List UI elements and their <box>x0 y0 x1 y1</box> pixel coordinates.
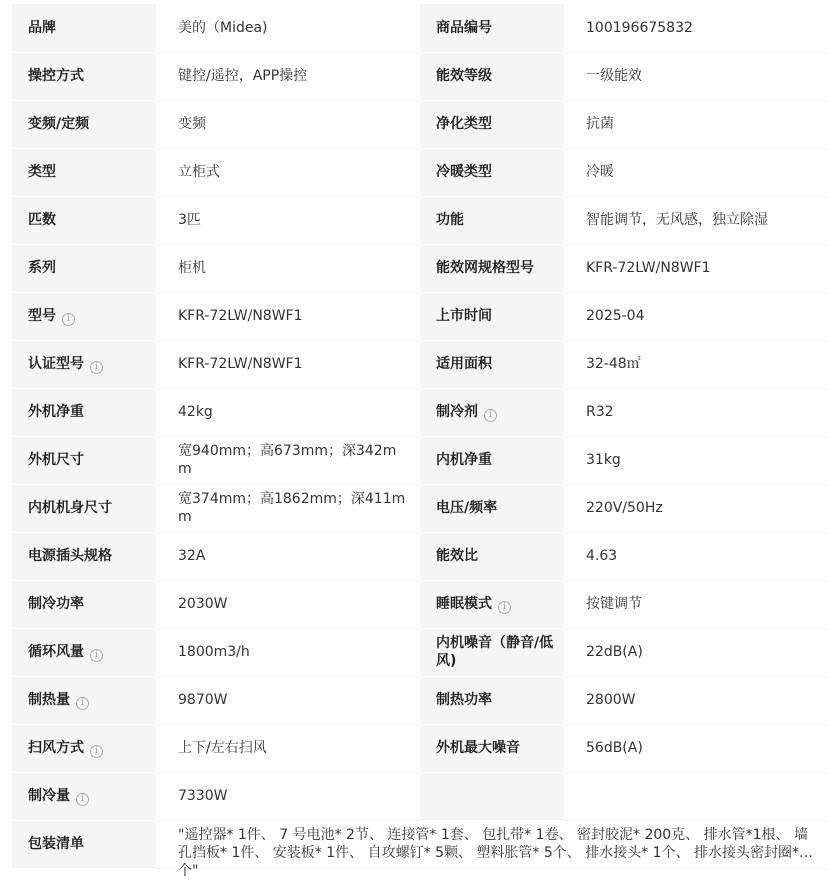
spec-key: 认证型号 i <box>12 340 156 388</box>
spec-row <box>12 772 828 820</box>
spec-key: 制冷功率 <box>12 580 156 628</box>
spec-value: 220V/50Hz <box>564 484 828 532</box>
spec-row <box>12 148 828 196</box>
spec-value: 一级能效 <box>564 52 828 100</box>
spec-row <box>12 340 828 388</box>
spec-row <box>12 628 828 676</box>
spec-value: 4.63 <box>564 532 828 580</box>
spec-value: KFR-72LW/N8WF1 <box>156 340 420 388</box>
spec-row <box>12 388 828 436</box>
spec-row <box>12 580 828 628</box>
spec-key: 内机净重 <box>420 436 564 484</box>
spec-row <box>12 244 828 292</box>
spec-value: 1800m3/h <box>156 628 420 676</box>
spec-key: 能效网规格型号 <box>420 244 564 292</box>
spec-key: 包装清单 <box>12 820 156 868</box>
spec-value: KFR-72LW/N8WF1 <box>564 244 828 292</box>
spec-value: 变频 <box>156 100 420 148</box>
package-list-value: "遥控器* 1件、 7 号电池* 2节、 连接管* 1套、 包扎带* 1卷、 密封胶泥* 200克、 排水管*1根、 墙孔挡板* 1件、 安装板* 1件、 自攻螺钉* 5颗、 塑料胀管* 5个、 排水接头* 1个、 排水接头密封圈* 1个" <box>156 820 828 868</box>
spec-row <box>12 292 828 340</box>
spec-key: 扫风方式 i <box>12 724 156 772</box>
spec-key: 外机最大噪音 <box>420 724 564 772</box>
spec-key: 内机噪音（静音/低风) <box>420 628 564 676</box>
spec-key: 功能 <box>420 196 564 244</box>
spec-key: 冷暖类型 <box>420 148 564 196</box>
spec-value: R32 <box>564 388 828 436</box>
spec-value: 9870W <box>156 676 420 724</box>
spec-key: 型号 i <box>12 292 156 340</box>
spec-value: 抗菌 <box>564 100 828 148</box>
spec-key: 类型 <box>12 148 156 196</box>
spec-row <box>12 4 828 52</box>
spec-value: 智能调节，无风感，独立除湿 <box>564 196 828 244</box>
spec-key: 电压/频率 <box>420 484 564 532</box>
spec-value: KFR-72LW/N8WF1 <box>156 292 420 340</box>
spec-key: 电源插头规格 <box>12 532 156 580</box>
spec-value: 立柜式 <box>156 148 420 196</box>
spec-value: 按键调节 <box>564 580 828 628</box>
spec-key: 制热量 i <box>12 676 156 724</box>
spec-row <box>12 100 828 148</box>
spec-value: 32-48㎡ <box>564 340 828 388</box>
spec-value: 上下/左右扫风 <box>156 724 420 772</box>
spec-row <box>12 52 828 100</box>
spec-value: 42kg <box>156 388 420 436</box>
info-icon[interactable]: i <box>498 601 511 614</box>
spec-key: 制冷量 i <box>12 772 156 820</box>
spec-value: 宽940mm；高673mm；深342mm <box>156 436 420 484</box>
spec-key: 能效等级 <box>420 52 564 100</box>
spec-key: 循环风量 i <box>12 628 156 676</box>
spec-value: 2800W <box>564 676 828 724</box>
info-icon[interactable]: i <box>484 409 497 422</box>
spec-row <box>12 484 828 532</box>
spec-value: 2025-04 <box>564 292 828 340</box>
spec-value: 柜机 <box>156 244 420 292</box>
spec-value: 冷暖 <box>564 148 828 196</box>
spec-value: 2030W <box>156 580 420 628</box>
info-icon[interactable]: i <box>90 745 103 758</box>
spec-value: 56dB(A) <box>564 724 828 772</box>
spec-value: 宽374mm；高1862mm；深411mm <box>156 484 420 532</box>
spec-value: 美的（Midea) <box>156 4 420 52</box>
spec-table <box>12 4 828 879</box>
spec-row <box>12 724 828 772</box>
spec-key: 系列 <box>12 244 156 292</box>
spec-key: 上市时间 <box>420 292 564 340</box>
spec-key: 净化类型 <box>420 100 564 148</box>
spec-key: 制热功率 <box>420 676 564 724</box>
spec-key: 品牌 <box>12 4 156 52</box>
spec-value: 100196675832 <box>564 4 828 52</box>
spec-row <box>12 532 828 580</box>
spec-row-package <box>12 820 828 868</box>
spec-key: 操控方式 <box>12 52 156 100</box>
info-icon[interactable]: i <box>76 697 89 710</box>
spec-key: 商品编号 <box>420 4 564 52</box>
spec-key: 适用面积 <box>420 340 564 388</box>
spec-key: 变频/定频 <box>12 100 156 148</box>
spec-key: 制冷剂 i <box>420 388 564 436</box>
spec-row <box>12 676 828 724</box>
spec-row <box>12 436 828 484</box>
spec-key: 外机尺寸 <box>12 436 156 484</box>
spec-value: 键控/遥控，APP操控 <box>156 52 420 100</box>
spec-row <box>12 196 828 244</box>
spec-value: 7330W <box>156 772 420 820</box>
spec-key: 睡眠模式 i <box>420 580 564 628</box>
spec-value: 22dB(A) <box>564 628 828 676</box>
spec-key: 内机机身尺寸 <box>12 484 156 532</box>
info-icon[interactable]: i <box>90 649 103 662</box>
spec-value: 32A <box>156 532 420 580</box>
spec-value: 3匹 <box>156 196 420 244</box>
spec-value: 31kg <box>564 436 828 484</box>
spec-key <box>420 772 564 820</box>
spec-value <box>564 772 828 820</box>
spec-key: 能效比 <box>420 532 564 580</box>
spec-key: 外机净重 <box>12 388 156 436</box>
info-icon[interactable]: i <box>90 361 103 374</box>
spec-key: 匹数 <box>12 196 156 244</box>
info-icon[interactable]: i <box>76 793 89 806</box>
info-icon[interactable]: i <box>62 313 75 326</box>
